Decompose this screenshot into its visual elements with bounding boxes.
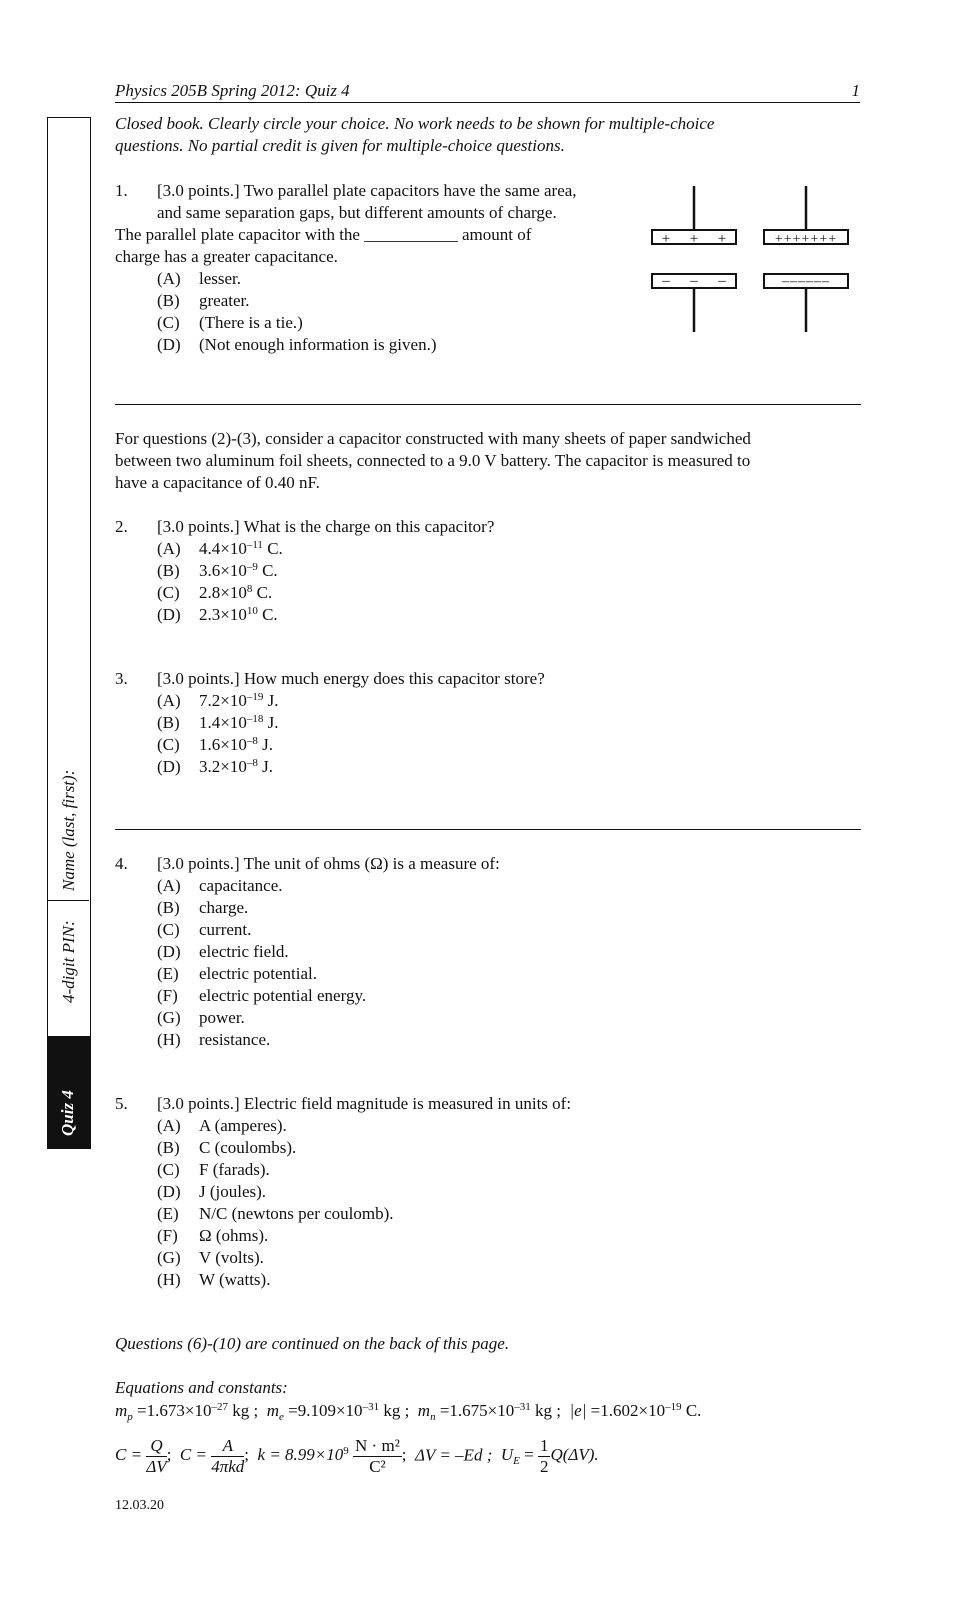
plus-sign: +	[661, 231, 671, 247]
intro-questions-2-3	[115, 428, 751, 494]
option-d[interactable]: (D) $3.2\times 10^{-8}$ J.	[157, 757, 273, 776]
option-a[interactable]: (A) capacitance.	[157, 876, 283, 895]
option-d[interactable]: (D) $2.3\times 10^{10}$ C.	[157, 605, 278, 624]
question-number: 5.	[115, 1094, 128, 1113]
formula-energy: $U_E$ = $\frac{1}{2}$ Q(ΔV).	[500, 1436, 599, 1476]
option-a[interactable]: (A) lesser.	[157, 269, 242, 288]
question-text: [3.0 points.] What is the charge on this capacitor?	[157, 517, 495, 536]
constant: $m_p =1.673\times 10^{-27}$ kg ;	[115, 1401, 259, 1423]
question-3	[115, 668, 815, 778]
header-title: Physics 205B Spring 2012: Quiz 4	[115, 81, 350, 100]
option-a[interactable]: (A) $7.2\times 10^{-19}$ J.	[157, 691, 279, 710]
quiz-label: Quiz 4	[57, 1089, 77, 1136]
option-b[interactable]: (B) C (coulombs).	[157, 1138, 297, 1157]
question-text	[115, 180, 577, 268]
option-b[interactable]: (B) greater.	[157, 291, 250, 310]
option-g[interactable]: (G) power.	[157, 1008, 245, 1027]
intro-line: between two aluminum foil sheets, connected to a 9.0 V battery. The capacitor is measured to	[115, 451, 751, 470]
option-f[interactable]: (F) Ω (ohms).	[157, 1226, 269, 1245]
question-text: [3.0 points.] The unit of ohms (Ω) is a measure of:	[157, 854, 500, 873]
option-a[interactable]: (A) A (amperes).	[157, 1116, 287, 1135]
section-divider	[115, 404, 861, 405]
section-divider	[115, 829, 861, 830]
option-d[interactable]: (D) (Not enough information is given.)	[157, 335, 437, 354]
minus-sign: –	[662, 273, 670, 289]
page-header	[115, 80, 860, 103]
question-line: The parallel plate capacitor with the ___________ amount of	[115, 225, 532, 244]
minus-sign: –	[690, 273, 698, 289]
option-f[interactable]: (F) electric potential energy.	[157, 986, 367, 1005]
option-c[interactable]: (C) (There is a tie.)	[157, 313, 303, 332]
question-number: 1.	[115, 181, 128, 200]
option-c[interactable]: (C) current.	[157, 920, 252, 939]
question-number: 2.	[115, 517, 128, 536]
formula-potential: ΔV = –Ed ;	[415, 1445, 493, 1465]
plus-row: +++++++	[774, 232, 838, 247]
name-label: Name (last, first):	[59, 769, 78, 891]
option-c[interactable]: (C) $2.8\times 10^8$ C.	[157, 583, 273, 602]
constant: $m_n =1.675\times 10^{-31}$ kg ;	[417, 1401, 561, 1423]
intro-line: For questions (2)-(3), consider a capacitor constructed with many sheets of paper sandwiched	[115, 429, 751, 448]
option-h[interactable]: (H) W (watts).	[157, 1270, 271, 1289]
option-d[interactable]: (D) electric field.	[157, 942, 289, 961]
question-5	[115, 1093, 815, 1291]
option-b[interactable]: (B) $1.4\times 10^{-18}$ J.	[157, 713, 279, 732]
option-b[interactable]: (B) $3.6\times 10^{-9}$ C.	[157, 561, 278, 580]
option-d[interactable]: (D) J (joules).	[157, 1182, 267, 1201]
question-text: [3.0 points.] How much energy does this capacitor store?	[157, 669, 545, 688]
instructions-line: questions. No partial credit is given for multiple-choice questions.	[115, 136, 565, 155]
quiz-label-block	[47, 1036, 91, 1149]
option-h[interactable]: (H) resistance.	[157, 1030, 271, 1049]
capacitor-figure	[650, 180, 870, 340]
option-e[interactable]: (E) N/C (newtons per coulomb).	[157, 1204, 394, 1223]
instructions-line: Closed book. Clearly circle your choice. No work needs to be shown for multiple-choice	[115, 114, 715, 133]
formulas-line	[115, 1436, 599, 1477]
option-a[interactable]: (A) $4.4\times 10^{-11}$ C.	[157, 539, 283, 558]
formula-capacitance: C = $\frac{Q}{\Delta V}$ ;	[115, 1436, 172, 1476]
plus-sign: +	[717, 231, 727, 247]
formula-coulomb-constant: $k = 8.99\times 10^9$ $\frac{\text{N · m²}}{\text{C²}}$ ;	[257, 1436, 407, 1476]
capacitor-left	[652, 186, 736, 332]
formula-capacitance-geometry: C = $\frac{A}{\text{4πkd}}$ ;	[179, 1436, 250, 1476]
equations-heading: Equations and constants:	[115, 1378, 288, 1397]
page-number: 1	[851, 81, 860, 100]
question-number: 4.	[115, 854, 128, 873]
question-4	[115, 853, 815, 1051]
options-list	[157, 268, 437, 356]
option-e[interactable]: (E) electric potential.	[157, 964, 317, 983]
option-c[interactable]: (C) F (farads).	[157, 1160, 270, 1179]
intro-line: have a capacitance of 0.40 nF.	[115, 473, 320, 492]
sidebar-id-box	[47, 117, 91, 1148]
minus-row: ––––––	[782, 274, 830, 289]
option-g[interactable]: (G) V (volts).	[157, 1248, 264, 1267]
question-line: [3.0 points.] Two parallel plate capacitors have the same area,	[157, 181, 577, 200]
constant: $|e| =1.602\times 10^{-19}$ C.	[569, 1401, 702, 1420]
instructions	[115, 113, 714, 157]
option-b[interactable]: (B) charge.	[157, 898, 249, 917]
pin-label: 4-digit PIN:	[59, 920, 78, 1003]
question-text: [3.0 points.] Electric field magnitude is measured in units of:	[157, 1094, 572, 1113]
question-line: charge has a greater capacitance.	[115, 247, 338, 266]
option-c[interactable]: (C) $1.6\times 10^{-8}$ J.	[157, 735, 273, 754]
capacitor-right	[764, 186, 848, 332]
question-2	[115, 516, 815, 626]
minus-sign: –	[718, 273, 726, 289]
question-line: and same separation gaps, but different amounts of charge.	[157, 203, 557, 222]
continued-note: Questions (6)-(10) are continued on the back of this page.	[115, 1334, 510, 1353]
question-number: 3.	[115, 669, 128, 688]
plus-sign: +	[689, 231, 699, 247]
sidebar-divider	[48, 900, 89, 901]
constants-line	[115, 1400, 701, 1422]
question-1	[115, 180, 635, 360]
footer-date: 12.03.20	[115, 1498, 164, 1513]
constant: $m_e =9.109\times 10^{-31}$ kg ;	[266, 1401, 410, 1423]
